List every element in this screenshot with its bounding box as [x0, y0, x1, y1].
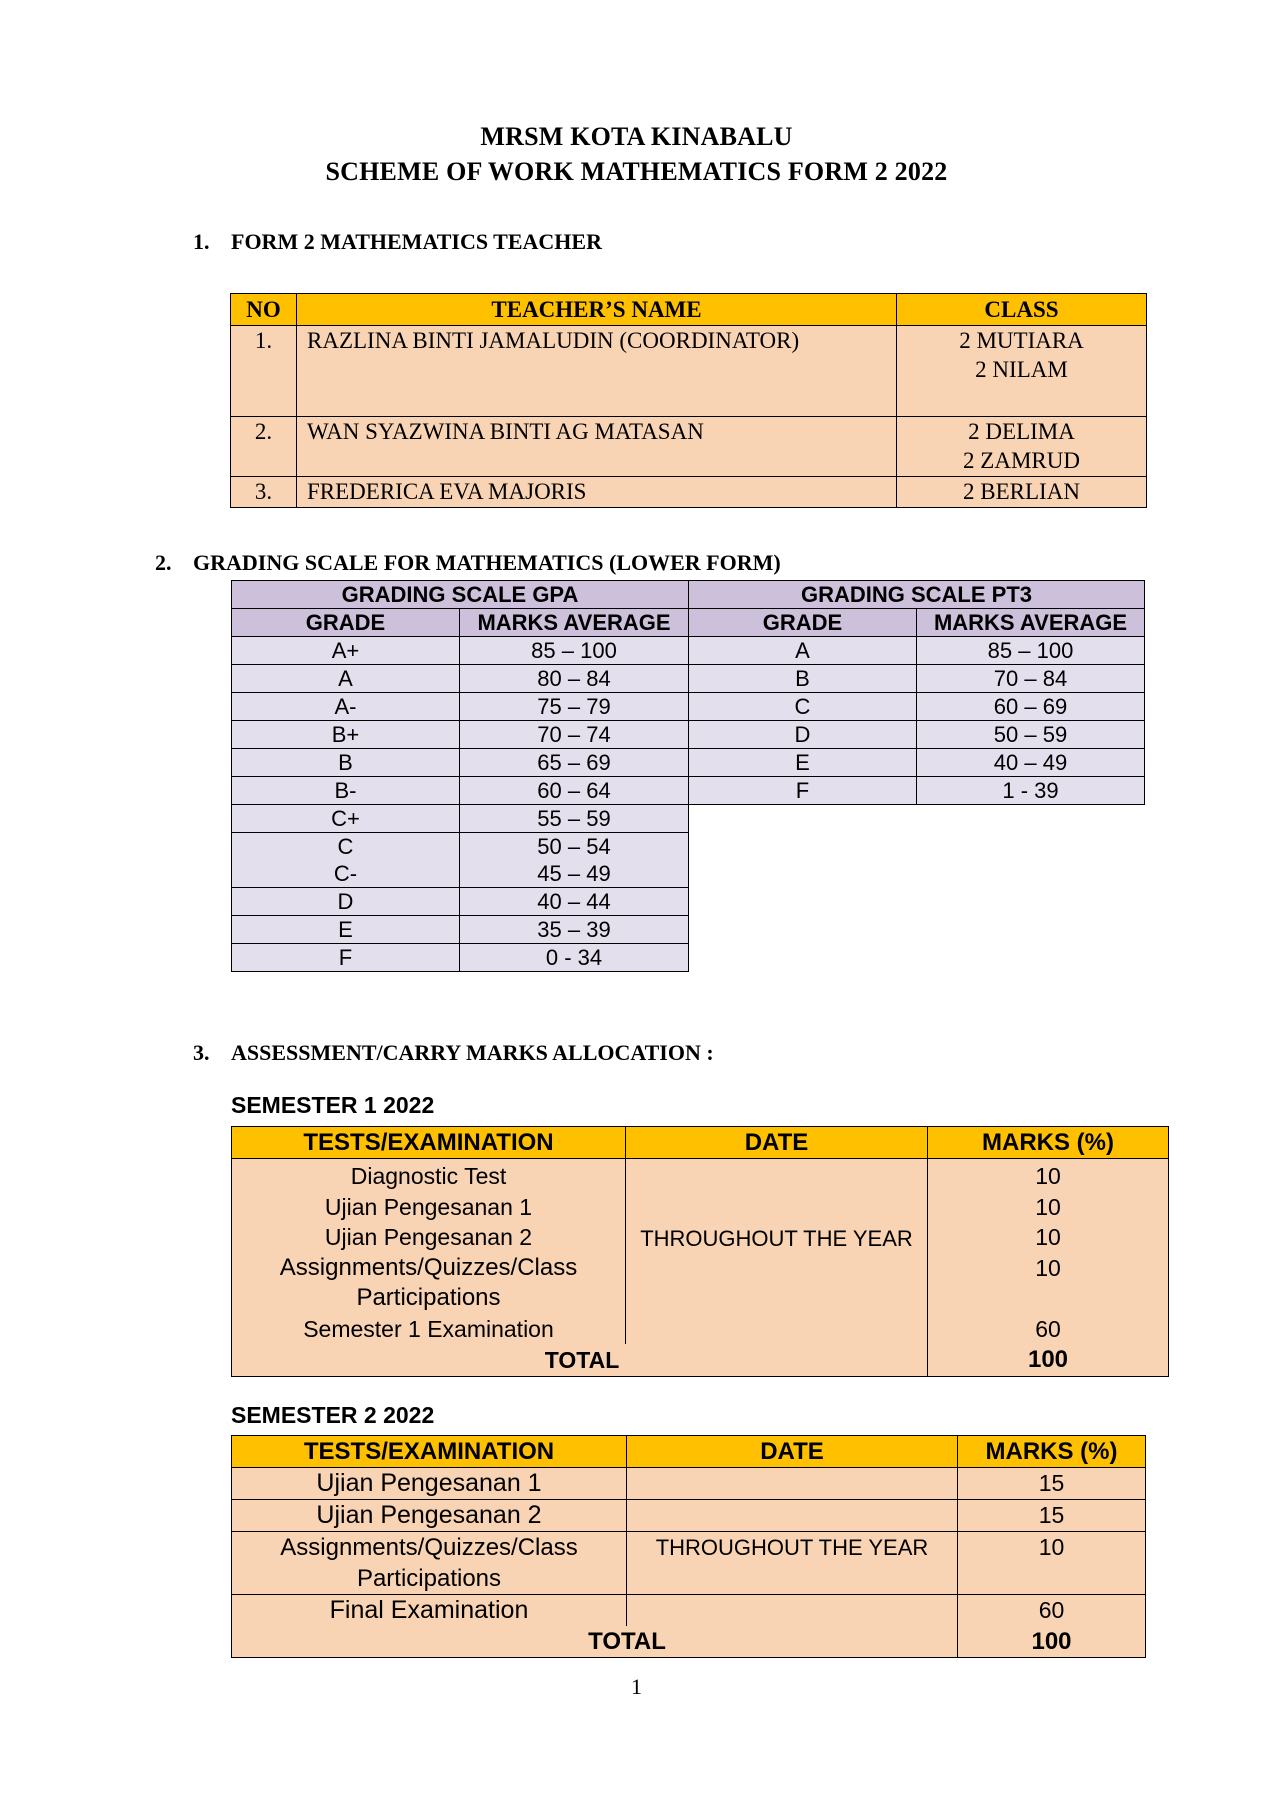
grade-cell: C — [689, 693, 917, 721]
grade-cell: C — [232, 833, 460, 861]
pt3-table-title: GRADING SCALE PT3 — [689, 581, 1145, 609]
test-name-line: Assignments/Quizzes/Class — [280, 1534, 578, 1561]
section-1-heading — [193, 229, 602, 255]
section-title: ASSESSMENT/CARRY MARKS ALLOCATION : — [231, 1040, 714, 1065]
marks-average-cell: 85 – 100 — [917, 637, 1145, 665]
table-row — [232, 1159, 1169, 1345]
marks-average-cell: 85 – 100 — [460, 637, 689, 665]
test-name — [232, 1532, 627, 1595]
table-header-row — [232, 1436, 1146, 1468]
table-row — [232, 665, 689, 693]
pt3-grading-table — [688, 580, 1145, 805]
table-row — [232, 916, 689, 944]
total-row — [232, 1344, 1169, 1377]
column-header-class: CLASS — [897, 294, 1147, 326]
table-row — [232, 1500, 1146, 1532]
table-row — [232, 693, 689, 721]
semester-2-title: SEMESTER 2 2022 — [231, 1402, 435, 1428]
table-row — [232, 944, 689, 972]
column-header-marks-average: MARKS AVERAGE — [460, 609, 689, 637]
marks-value: 10 — [1035, 1193, 1061, 1220]
test-name: Ujian Pengesanan 2 — [324, 1224, 533, 1250]
total-label-text: TOTAL — [544, 1346, 620, 1373]
grade-cell: A+ — [232, 637, 460, 665]
assessment-date: THROUGHOUT THE YEAR — [626, 1159, 928, 1345]
marks-value: 60 — [958, 1595, 1146, 1627]
document-title: MRSM KOTA KINABALU — [480, 122, 793, 151]
grade-cell: E — [232, 916, 460, 944]
marks-average-cell: 40 – 49 — [917, 749, 1145, 777]
column-header-tests: TESTS/EXAMINATION — [232, 1127, 626, 1159]
class-name: 2 BERLIAN — [963, 479, 1080, 504]
section-3-heading — [193, 1040, 714, 1066]
marks-value: 10 — [1035, 1224, 1061, 1250]
marks-average-cell: 45 – 49 — [460, 860, 689, 888]
column-header-marks: MARKS (%) — [928, 1127, 1169, 1159]
teacher-name: FREDERICA EVA MAJORIS — [297, 477, 897, 508]
column-header-grade: GRADE — [232, 609, 460, 637]
table-row — [232, 833, 689, 861]
section-number: 3. — [193, 1040, 210, 1065]
class-list — [897, 477, 1147, 508]
semester-2-assessment-table — [231, 1435, 1146, 1658]
marks-average-cell: 60 – 69 — [917, 693, 1145, 721]
test-name: Diagnostic Test — [350, 1163, 507, 1189]
row-number: 2. — [231, 417, 297, 477]
section-number: 2. — [155, 550, 172, 575]
marks-value: 10 — [1035, 1163, 1061, 1189]
marks-average-cell: 75 – 79 — [460, 693, 689, 721]
table-row — [231, 417, 1147, 477]
table-title-row — [232, 581, 689, 609]
table-row — [689, 749, 1145, 777]
table-row — [232, 888, 689, 916]
semester-1-title: SEMESTER 1 2022 — [231, 1092, 435, 1118]
total-value: 100 — [958, 1626, 1146, 1658]
assessment-date — [627, 1500, 958, 1532]
semester-1-assessment-table — [231, 1126, 1169, 1377]
class-name: 2 MUTIARA — [959, 328, 1084, 353]
table-row — [689, 665, 1145, 693]
total-row — [232, 1626, 1146, 1658]
row-number: 3. — [231, 477, 297, 508]
marks-average-cell: 55 – 59 — [460, 805, 689, 833]
column-header-date: DATE — [627, 1436, 958, 1468]
table-row — [232, 777, 689, 805]
teacher-name: RAZLINA BINTI JAMALUDIN (COORDINATOR) — [297, 326, 897, 417]
marks-value: 10 — [1035, 1254, 1061, 1281]
grade-cell: C- — [232, 860, 460, 888]
grade-cell: E — [689, 749, 917, 777]
total-label — [232, 1626, 958, 1658]
column-header-marks-average: MARKS AVERAGE — [917, 609, 1145, 637]
test-name: Assignments/Quizzes/Class — [279, 1253, 578, 1281]
teacher-name: WAN SYAZWINA BINTI AG MATASAN — [297, 417, 897, 477]
test-name-continued: Participations — [356, 1565, 502, 1592]
total-value: 100 — [928, 1344, 1169, 1377]
grade-cell: A — [689, 637, 917, 665]
table-header-row — [232, 609, 689, 637]
table-row — [689, 777, 1145, 805]
grade-cell: D — [689, 721, 917, 749]
test-name: Ujian Pengesanan 2 — [232, 1500, 627, 1532]
marks-average-cell: 70 – 74 — [460, 721, 689, 749]
marks-average-cell: 0 - 34 — [460, 944, 689, 972]
table-row — [232, 860, 689, 888]
table-row — [232, 1595, 1146, 1627]
grade-cell: B- — [232, 777, 460, 805]
table-row — [232, 749, 689, 777]
teacher-table — [230, 293, 1147, 508]
marks-average-cell: 65 – 69 — [460, 749, 689, 777]
column-header-marks: MARKS (%) — [958, 1436, 1146, 1468]
column-header-teacher-name: TEACHER’S NAME — [297, 294, 897, 326]
test-name: Semester 1 Examination — [303, 1315, 554, 1342]
table-title-row — [689, 581, 1145, 609]
marks-average-cell: 50 – 59 — [917, 721, 1145, 749]
class-name: 2 DELIMA — [968, 419, 1075, 444]
row-number: 1. — [231, 326, 297, 417]
grade-cell: B+ — [232, 721, 460, 749]
gpa-table-title: GRADING SCALE GPA — [232, 581, 689, 609]
marks-average-cell: 35 – 39 — [460, 916, 689, 944]
grade-cell: D — [232, 888, 460, 916]
assessment-date — [627, 1468, 958, 1500]
marks-value: 15 — [958, 1468, 1146, 1500]
marks-average-cell: 50 – 54 — [460, 833, 689, 861]
marks-spacer — [928, 1283, 1168, 1314]
test-name: Final Examination — [232, 1595, 627, 1627]
grade-cell: A — [232, 665, 460, 693]
grade-cell: F — [689, 777, 917, 805]
test-name: Ujian Pengesanan 1 — [232, 1468, 627, 1500]
class-name: 2 NILAM — [975, 357, 1068, 382]
grade-cell: B — [232, 749, 460, 777]
grade-cell: F — [232, 944, 460, 972]
table-row — [232, 721, 689, 749]
table-row — [232, 805, 689, 833]
section-title: GRADING SCALE FOR MATHEMATICS (LOWER FORM) — [193, 550, 781, 575]
class-name: 2 ZAMRUD — [963, 448, 1080, 473]
assessment-date: THROUGHOUT THE YEAR — [627, 1532, 958, 1595]
test-name-continued: Participations — [356, 1284, 501, 1311]
column-header-date: DATE — [626, 1127, 928, 1159]
table-row — [689, 693, 1145, 721]
table-row — [232, 637, 689, 665]
marks-average-cell: 60 – 64 — [460, 777, 689, 805]
table-header-row — [689, 609, 1145, 637]
marks-average-cell: 70 – 84 — [917, 665, 1145, 693]
column-header-grade: GRADE — [689, 609, 917, 637]
grade-cell: C+ — [232, 805, 460, 833]
table-row — [689, 637, 1145, 665]
class-list — [897, 417, 1147, 477]
class-list — [897, 326, 1147, 417]
test-name: Ujian Pengesanan 1 — [324, 1193, 533, 1220]
grade-cell: A- — [232, 693, 460, 721]
table-header-row — [232, 1127, 1169, 1159]
tests-list — [232, 1159, 626, 1345]
marks-value: 60 — [1035, 1315, 1061, 1342]
marks-value: 15 — [958, 1500, 1146, 1532]
section-title: FORM 2 MATHEMATICS TEACHER — [231, 229, 602, 254]
table-row — [232, 1532, 1146, 1595]
section-number: 1. — [193, 229, 210, 254]
page-number: 1 — [631, 1674, 642, 1699]
marks-average-cell: 1 - 39 — [917, 777, 1145, 805]
assessment-date — [627, 1595, 958, 1627]
table-header-row — [231, 294, 1147, 326]
marks-average-cell: 80 – 84 — [460, 665, 689, 693]
section-2-heading — [155, 550, 781, 576]
gpa-grading-table — [231, 580, 689, 972]
marks-value: 10 — [958, 1532, 1146, 1595]
total-label-text: TOTAL — [588, 1628, 666, 1655]
column-header-no: NO — [231, 294, 297, 326]
table-row — [689, 721, 1145, 749]
marks-list — [928, 1159, 1169, 1345]
grade-cell: B — [689, 665, 917, 693]
document-subtitle: SCHEME OF WORK MATHEMATICS FORM 2 2022 — [325, 157, 948, 186]
column-header-tests: TESTS/EXAMINATION — [232, 1436, 627, 1468]
table-row — [232, 1468, 1146, 1500]
table-row — [231, 326, 1147, 417]
total-label — [232, 1344, 928, 1377]
marks-average-cell: 40 – 44 — [460, 888, 689, 916]
table-row — [231, 477, 1147, 508]
